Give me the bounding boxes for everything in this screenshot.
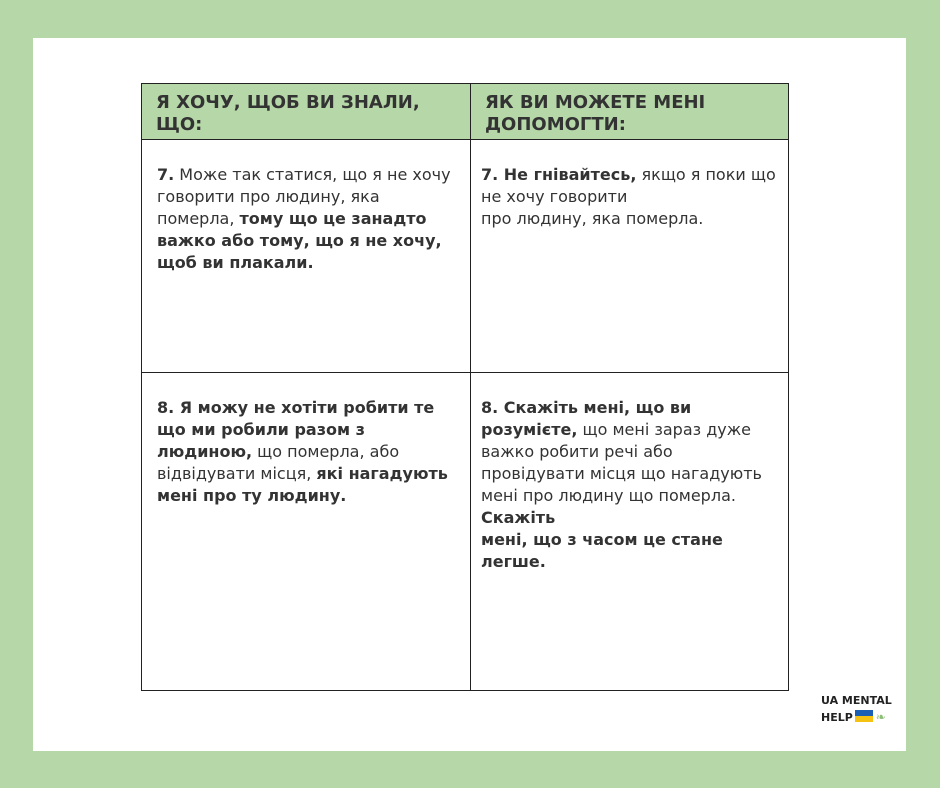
cell-text: якщо я поки що не хочу говорити — [481, 165, 776, 206]
cell-row1-left — [142, 140, 471, 373]
logo-line2-wrap — [821, 709, 892, 726]
logo-line2: HELP — [821, 711, 853, 724]
cell-row2-left — [142, 373, 471, 691]
cell-row2-right — [471, 373, 789, 691]
info-table — [141, 83, 789, 691]
cell-text: що мені зараз дуже важко робити речі або провідувати місця що нагадують мені про людину що померла. — [481, 420, 762, 505]
cell-text-bold: 7. Не гнівайтесь, — [481, 165, 637, 184]
cell-text-bold: 8. Скажіть мені, що ви розумієте, — [481, 398, 692, 439]
cell-text: про людину, яка померла. — [481, 209, 704, 228]
logo-line1: UA MENTAL — [821, 694, 892, 707]
cell-row1-right — [471, 140, 789, 373]
cell-text-bold: які нагадують мені про ту людину. — [157, 464, 448, 505]
cell-text-bold: 8. Я можу не хотіти робити те що ми робили разом з людиною, — [157, 398, 435, 461]
leaf-icon: ❧ — [875, 710, 886, 724]
content-card — [33, 38, 906, 751]
ukraine-flag-icon — [855, 710, 873, 722]
cell-text: Може так статися, що я не хочу говорити про людину, яка померла, — [157, 165, 451, 228]
table-header-row — [142, 84, 789, 140]
header-right: ЯК ВИ МОЖЕТЕ МЕНІ ДОПОМОГТИ: — [471, 84, 789, 140]
table-row — [142, 373, 789, 691]
cell-text-bold: Скажіть — [481, 508, 556, 527]
cell-text-bold: 7. — [157, 165, 175, 184]
cell-text-bold: мені, що з часом це стане легше. — [481, 530, 723, 571]
cell-text: що померла, або відвідувати місця, — [157, 442, 400, 483]
header-left: Я ХОЧУ, ЩОБ ВИ ЗНАЛИ, ЩО: — [142, 84, 471, 140]
table-row — [142, 140, 789, 373]
ua-mental-help-logo — [821, 693, 892, 726]
cell-text-bold: тому що це занадто важко або тому, що я не хочу, щоб ви плакали. — [157, 209, 442, 272]
